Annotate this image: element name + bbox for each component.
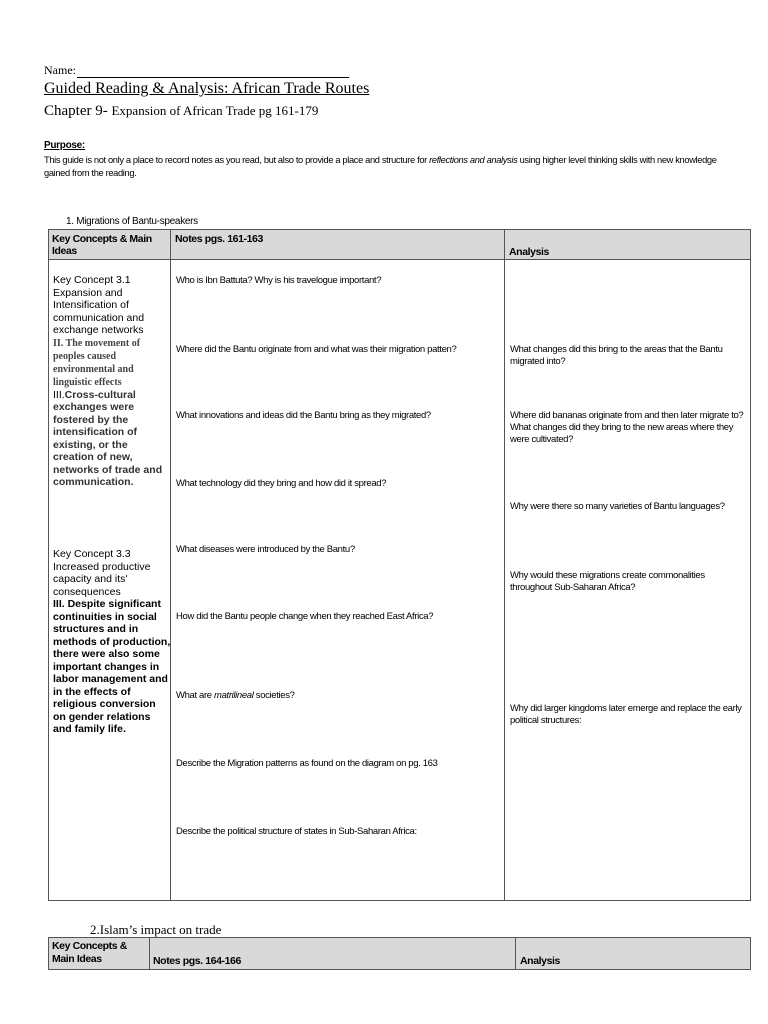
note-question-5: What diseases were introduced by the Bantu? <box>176 544 355 555</box>
kc1-roman: III. <box>53 388 65 401</box>
name-field <box>44 63 349 78</box>
s2-header-key-concepts: Key Concepts & Main Ideas <box>49 938 150 970</box>
name-label: Name: <box>44 63 76 77</box>
analysis-question-3: Why were there so many varieties of Bantu languages? <box>510 501 725 512</box>
chapter-heading <box>44 103 318 120</box>
chapter-label: Chapter 9- <box>44 103 112 119</box>
kc2-plain: Key Concept 3.3 Increased productive capacity and its' consequences <box>53 548 151 598</box>
purpose-heading: Purpose: <box>44 140 85 151</box>
s2-header-notes: Notes pgs. 164-166 <box>150 938 516 970</box>
note-question-7-italic: matrilineal <box>214 690 254 701</box>
header-analysis: Analysis <box>505 230 751 260</box>
kc1-bold: Cross-cultural exchanges were fostered by the intensification of existing, or the creation of new, networks of trade and communication. <box>53 388 163 488</box>
kc1-serif: II. The movement of peoples caused environmental and linguistic effects <box>53 337 141 388</box>
kc2-bold: III. Despite significant continuities in social structures and in methods of production, there were also some important changes in labor management and in the effects of religious conversion on gender relations and family life. <box>53 598 171 735</box>
key-concepts-cell <box>49 260 171 901</box>
note-question-4: What technology did they bring and how did it spread? <box>176 478 387 489</box>
section-1-label: 1. Migrations of Bantu-speakers <box>66 216 198 227</box>
kc1-plain: Key Concept 3.1 Expansion and Intensification of communication and exchange networks <box>53 274 145 336</box>
section-1-table <box>48 229 751 901</box>
note-question-7 <box>176 690 295 702</box>
document-title: Guided Reading & Analysis: African Trade Routes <box>44 80 370 97</box>
key-concept-3-3 <box>53 548 171 736</box>
notes-cell[interactable] <box>171 260 505 901</box>
section-2-table <box>48 937 751 970</box>
note-question-7-before: What are <box>176 690 215 701</box>
chapter-subtitle: Expansion of African Trade pg 161-179 <box>111 103 319 118</box>
analysis-question-1: What changes did this bring to the areas that the Bantu migrated into? <box>510 344 723 367</box>
purpose-text-after: using higher level thinking skills with new knowledge gained from the reading. <box>44 155 717 178</box>
purpose-text-italic: reflections and analysis <box>429 155 518 165</box>
note-question-2: Where did the Bantu originate from and what was their migration patten? <box>176 344 457 355</box>
analysis-question-2: Where did bananas originate from and then later migrate to? What changes did they bring to the new areas where they were cultivated? <box>510 410 744 445</box>
header-notes: Notes pgs. 161-163 <box>171 230 505 260</box>
purpose-text-before: This guide is not only a place to record notes as you read, but also to provide a place and structure for <box>44 155 430 165</box>
key-concept-3-1 <box>53 274 171 489</box>
purpose-text <box>44 154 744 180</box>
section-2-label: 2.Islam’s impact on trade <box>90 922 222 937</box>
header-key-concepts: Key Concepts & Main Ideas <box>49 230 171 260</box>
name-blank-line[interactable] <box>77 66 349 78</box>
note-question-1: Who is Ibn Battuta? Why is his travelogue important? <box>176 275 382 286</box>
note-question-9: Describe the political structure of states in Sub-Saharan Africa: <box>176 826 417 837</box>
note-question-7-after: societies? <box>253 690 295 701</box>
note-question-3: What innovations and ideas did the Bantu bring as they migrated? <box>176 410 431 421</box>
analysis-question-4: Why would these migrations create commonalities throughout Sub-Saharan Africa? <box>510 570 705 593</box>
s2-header-analysis: Analysis <box>516 938 751 970</box>
note-question-6: How did the Bantu people change when they reached East Africa? <box>176 611 434 622</box>
note-question-8: Describe the Migration patterns as found on the diagram on pg. 163 <box>176 758 438 769</box>
analysis-question-5: Why did larger kingdoms later emerge and replace the early political structures: <box>510 703 742 726</box>
analysis-cell[interactable] <box>505 260 751 901</box>
